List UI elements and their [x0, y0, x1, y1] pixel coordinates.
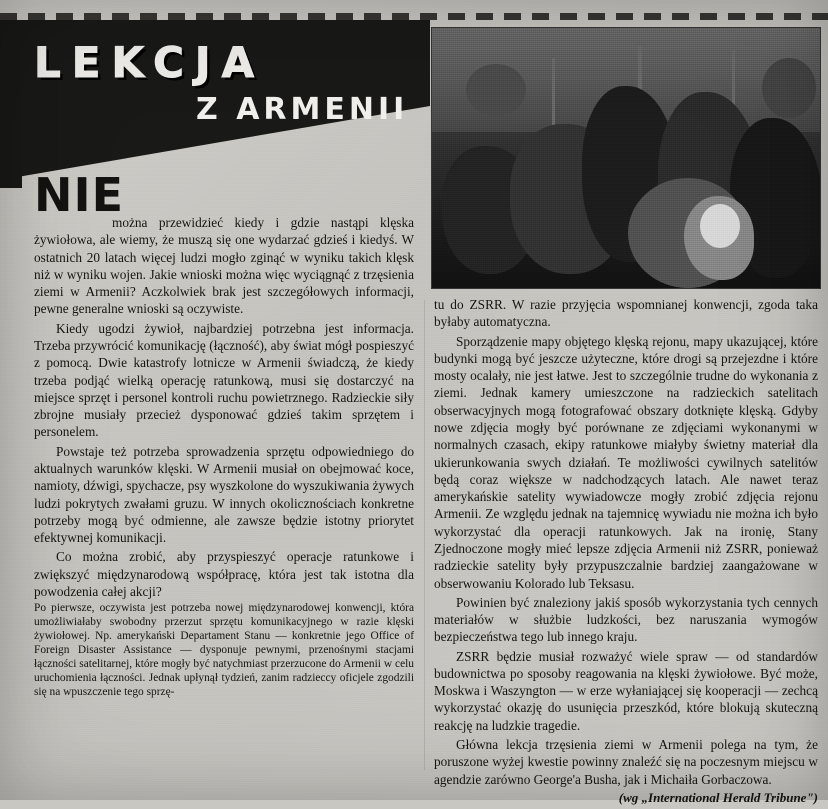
paragraph: ZSRR będzie musiał rozważyć wiele spraw — od standardów budownictwa po sposoby reagowania na klęski żywiołowe. Być może, Moskwa i Waszyngton — w erze wyłaniającej się kooperacji — zechcą wykorzystać okazję do usunięcia przeszkód, które blokują skuteczną reakcję na ludzkie tragedie.	[434, 648, 818, 733]
column-divider	[424, 300, 425, 770]
paragraph: Powstaje też potrzeba sprowadzenia sprzętu odpowiedniego do aktualnych warunków klęski. W Armenii musiał on obejmować koce, namioty, dźwigi, spychacze, psy wyszkolone do wyszukiwania żywych ludzi pokrytych zwałami gruzu. W innych okolicznościach konkretne potrzeby mogą być odmienne, ale zawsze będzie istotny priorytet efektywnej komunikacji.	[34, 443, 414, 546]
paragraph: tu do ZSRR. W razie przyjęcia wspomnianej konwencji, zgoda taka byłaby automatyczna.	[434, 297, 818, 330]
left-column	[34, 214, 414, 702]
paragraph: Powinien być znaleziony jakiś sposób wykorzystania tych cennych materiałów w służbie ludzkości, bez naruszania wymogów bezpieczeństwa tego lub innego kraju.	[434, 594, 818, 645]
article-source: (wg „International Herald Tribune")	[618, 789, 818, 805]
top-dashed-rule	[0, 13, 828, 20]
paragraph: można przewidzieć kiedy i gdzie nastąpi klęska żywiołowa, ale wiemy, że muszą się one wydarzać gdzieś i kiedyś. W ostatnich 20 latach więcej ludzi mogło zginąć w wyniku takich klęsk niż w wyniku wojen. Jakie wnioski można więc wyciągnąć z trzęsienia ziemi w Armenii? Aczkolwiek brak jest szczegółowych informacji, pewne generalne wnioski są oczywiste.	[34, 215, 414, 317]
paragraph: Kiedy ugodzi żywioł, najbardziej potrzebna jest informacja. Trzeba przywrócić komunikację (łączność), aby świat mógł pospieszyć z pomocą. Dwie katastrofy lotnicze w Armenii świadczą, że kiedy trzeba podjąć wielką operację ratunkową, musi się dostarczyć na miejsce sprzęt i personel kontroli ruchu powietrznego. Radzieckie siły zbrojne musiały przecież dysponować gdzieś takim sprzętem i personelem.	[34, 320, 414, 440]
paragraph: Co można zrobić, aby przyspieszyć operacje ratunkowe i zwiększyć międzynarodową współpracę, która jest tak istotna dla powodzenia całej akcji?	[34, 549, 414, 599]
paragraph: Sporządzenie mapy objętego klęską rejonu, mapy ukazującej, które budynki mogą być jeszcze użyteczne, które drogi są przejezdne i które mosty ocalały, nie jest łatwe. Jest to szczególnie trudne do wykonania z ziemi. Jednak kamery umieszczone na radzieckich satelitach obserwacyjnych mogą fotografować obszary dotknięte klęską. Gdyby nowe zdjęcia mogły być porównane ze zdjęciami wykonanymi w normalnych czasach, ekipy ratunkowe miałyby świetny materiał dla ukierunkowania swych działań. Te możliwości cywilnych satelitów będą coraz większe w nadchodzących latach. Ale nawet teraz amerykańskie satelity wywiadowcze mogły zrobić zdjęcia rejonu Armenii. Ze względu jednak na tajemnicę wywiadu nie można ich było wykorzystać dla operacji ratunkowych. Jak na ironię, Stany Zjednoczone mogły mieć lepsze zdjęcia Armenii niż ZSRR, ponieważ radzieckie satelity były przypuszczalnie bardziej zaangażowane w obserwowaniu Kolorado lub Teksasu.	[434, 333, 818, 591]
paragraph: Główna lekcja trzęsienia ziemi w Armenii polega na tym, że poruszone wyżej kwestie powinny znaleźć się na poczesnym miejscu w agendzie zarówno George'a Busha, jak i Michaiła Gorbaczowa.	[434, 737, 818, 787]
earthquake-relief-photo	[432, 28, 820, 288]
headline-line-1: LEKCJA	[34, 38, 266, 87]
headline-line-2: Z ARMENII	[196, 92, 409, 127]
paragraph-small: Po pierwsze, oczywista jest potrzeba nowej międzynarodowej konwencji, która umożliwiałaby swobodny przerzut sprzętu komunikacyjnego w razie klęski żywiołowej. Np. amerykański Departament Stanu — konkretnie jego Office of Foreign Disaster Assistance — dysponuje pewnymi, przenośnymi stacjami łączności satelitarnej, które mogły być natychmiast przerzucone do Armenii w celu uruchomienia łączności. Jednak upłynął tydzień, zanim radzieccy oficjele zgodzili się na wpuszczenie tego sprzę-	[34, 602, 414, 698]
right-column	[434, 296, 818, 809]
drop-cap: NIE	[34, 168, 125, 222]
photo-grain	[432, 28, 820, 288]
